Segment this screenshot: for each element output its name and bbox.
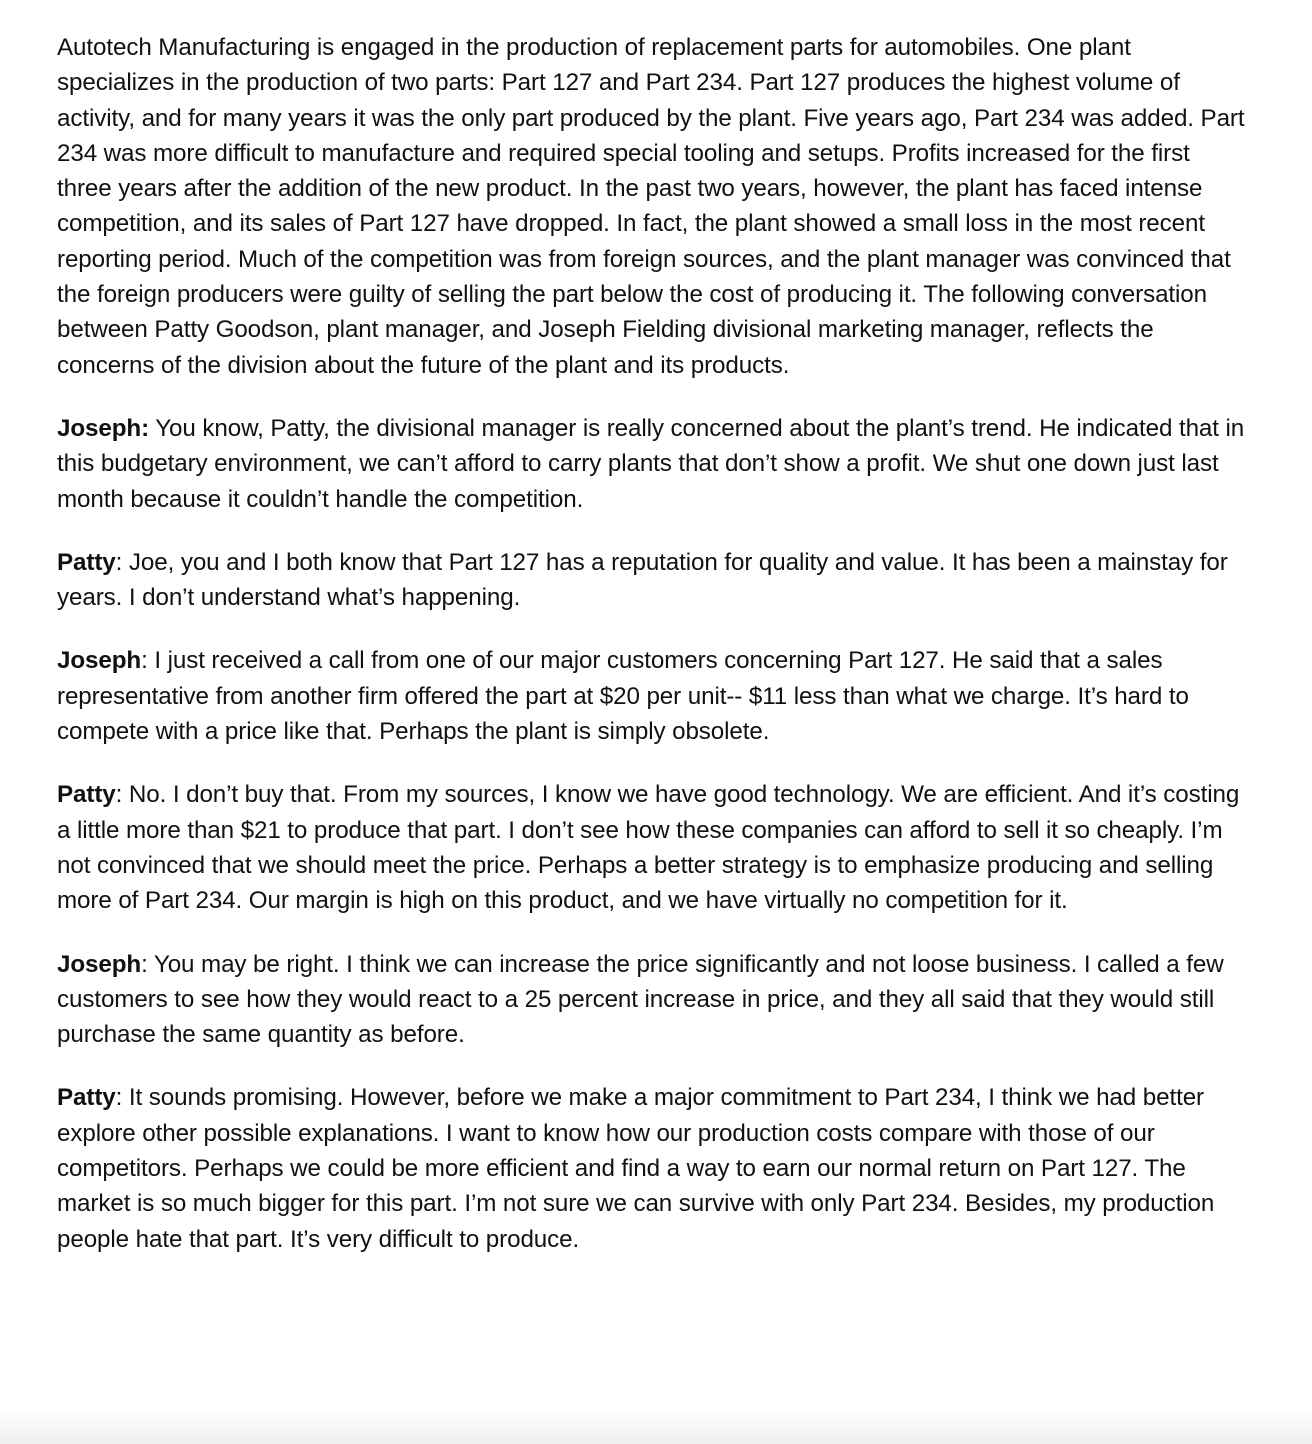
dialogue-paragraph (57, 777, 1247, 918)
dialogue-text: : It sounds promising. However, before we make a major commitment to Part 234, I think we had better explore other possible explanations. I want to know how our production costs compare with those of our competitors. Perhaps we could be more efficient and find a way to earn our normal return on Part 127. The market is so much bigger for this part. I’m not sure we can survive with only Part 234. Besides, my production people hate that part. It’s very difficult to produce. (57, 1084, 1215, 1253)
speaker-name: Patty (57, 781, 116, 809)
dialogue-paragraph (57, 545, 1247, 616)
intro-text: Autotech Manufacturing is engaged in the production of replacement parts for automobiles. One plant specializes in the production of two parts: Part 127 and Part 234. Part 127 produces the highest volume of activity, and for many years it was the only part produced by the plant. Five years ago, Part 234 was added. Part 234 was more difficult to manufacture and required special tooling and setups. Profits increased for the first three years after the addition of the new product. In the past two years, however, the plant has faced intense competition, and its sales of Part 127 have dropped. In fact, the plant showed a small loss in the most recent reporting period. Much of the competition was from foreign sources, and the plant manager was convinced that the foreign producers were guilty of selling the part below the cost of producing it. The following conversation between Patty Goodson, plant manager, and Joseph Fielding divisional marketing manager, reflects the concerns of the division about the future of the plant and its products. (57, 34, 1245, 379)
document-page (57, 30, 1247, 1285)
speaker-name: Joseph (57, 647, 142, 675)
dialogue-paragraph (57, 1080, 1247, 1256)
dialogue-paragraph (57, 411, 1247, 517)
dialogue-text: : No. I don’t buy that. From my sources, I know we have good technology. We are efficient. And it’s costing a little more than $21 to produce that part. I don’t see how these companies can afford to sell it so cheaply. I’m not convinced that we should meet the price. Perhaps a better strategy is to emphasize producing and selling more of Part 234. Our margin is high on this product, and we have virtually no competition for it. (57, 781, 1240, 915)
dialogue-paragraph (57, 643, 1247, 749)
intro-paragraph (57, 30, 1247, 383)
dialogue-paragraph (57, 947, 1247, 1053)
speaker-name: Joseph (57, 950, 142, 978)
dialogue-text: You know, Patty, the divisional manager is really concerned about the plant’s trend. He indicated that in this budgetary environment, we can’t afford to carry plants that don’t show a profit. We shut one down just last month because it couldn’t handle the competition. (57, 414, 1245, 513)
dialogue-text: : You may be right. I think we can increase the price significantly and not loose business. I called a few customers to see how they would react to a 25 percent increase in price, and they all said that they would still purchase the same quantity as before. (57, 950, 1224, 1049)
dialogue-text: : I just received a call from one of our major customers concerning Part 127. He said that a sales representative from another firm offered the part at $20 per unit-- $11 less than what we charge. It’s hard to compete with a price like that. Perhaps the plant is simply obsolete. (57, 647, 1189, 746)
page-bottom-shadow (0, 1410, 1312, 1444)
dialogue-text: : Joe, you and I both know that Part 127 has a reputation for quality and value. It has been a mainstay for years. I don’t understand what’s happening. (57, 548, 1228, 612)
speaker-name: Patty (57, 1084, 116, 1112)
speaker-name: Joseph: (57, 414, 150, 442)
speaker-name: Patty (57, 548, 116, 576)
